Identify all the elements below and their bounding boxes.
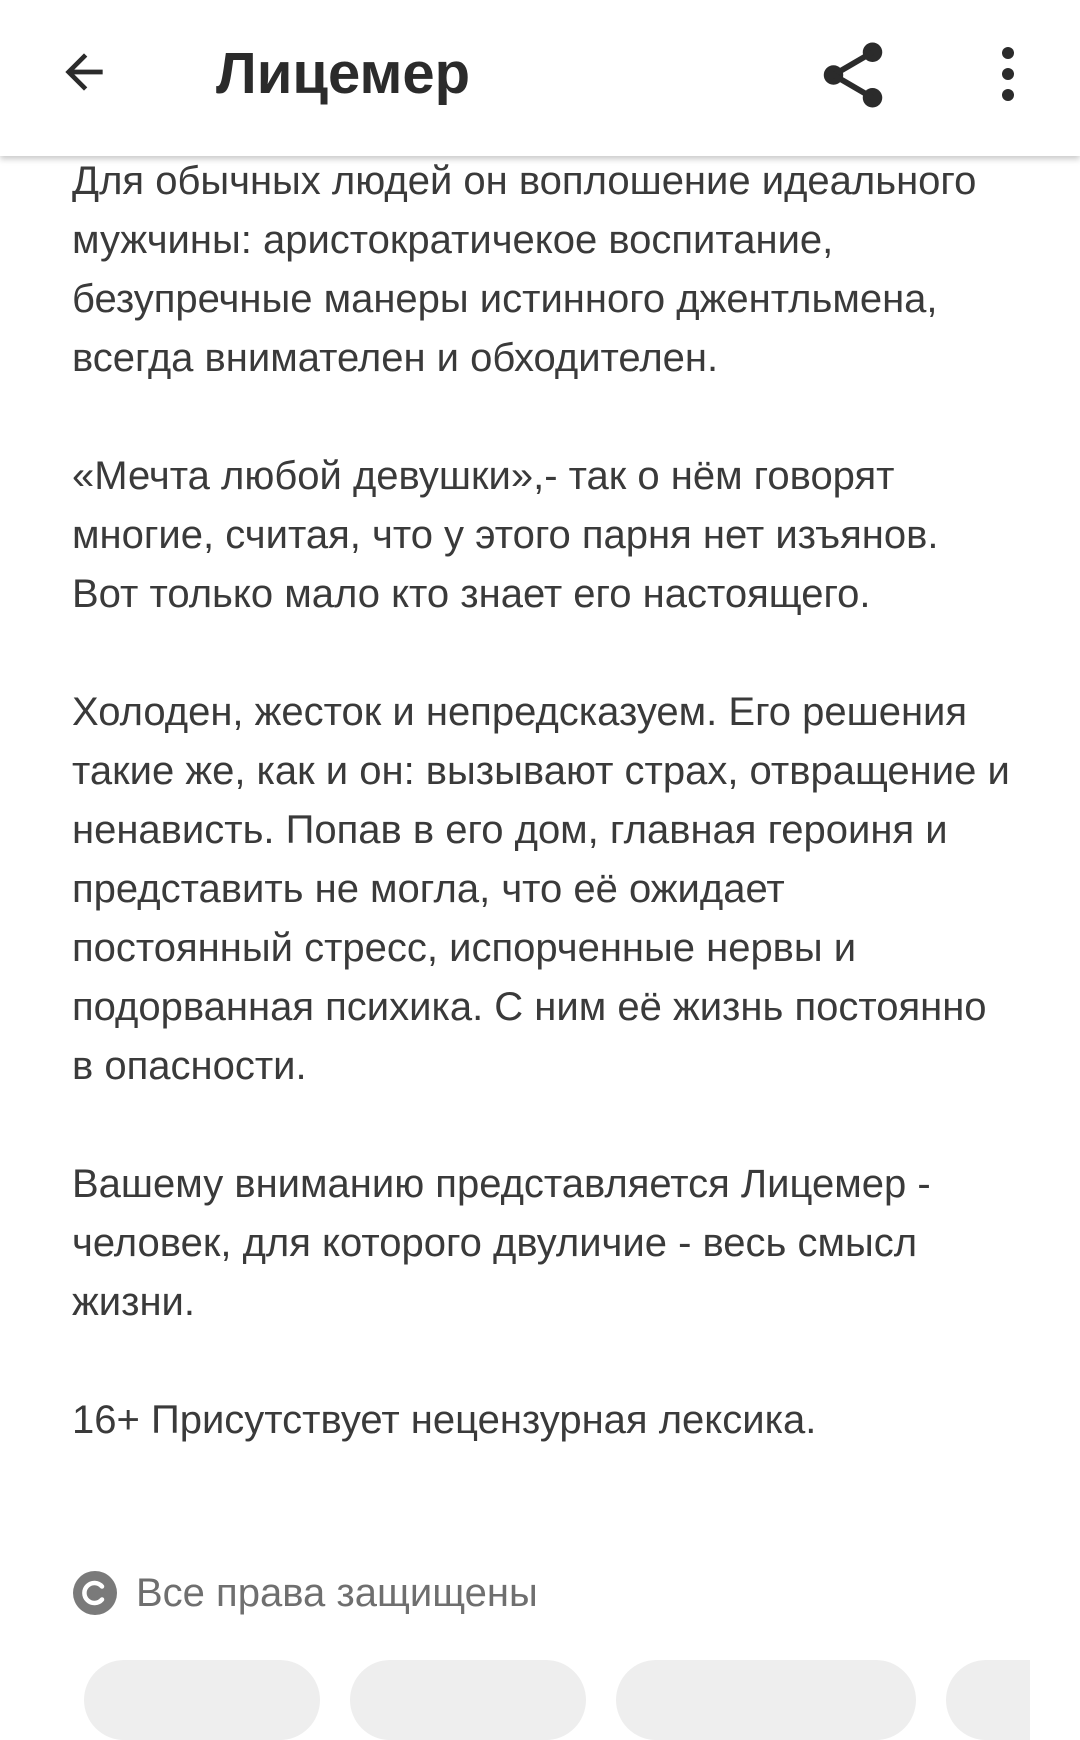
- more-options-button[interactable]: [976, 36, 1040, 112]
- copyright-label: Все права защищены: [136, 1570, 538, 1615]
- page-title: Лицемер: [216, 41, 471, 106]
- book-description: [72, 152, 1012, 1450]
- tag-chip[interactable]: [84, 1660, 320, 1740]
- arrow-back-icon: [56, 44, 112, 100]
- description-paragraph-3: Холоден, жесток и непредсказуем. Его решения такие же, как и он: вызывают страх, отвращение и ненависть. Попав в его дом, главная героиня и представить не могла, что её ожидает постоянный стресс, испорченные нервы и подорванная психика. С ним её жизнь постоянно в опасности.: [72, 690, 1010, 1088]
- description-paragraph-1: Для обычных людей он воплошение идеального мужчины: аристократичекое воспитание, безупречные манеры истинного джентльмена, всегда внимателен и обходителен.: [72, 159, 977, 380]
- share-icon: [814, 36, 892, 114]
- copyright-notice: [72, 1570, 538, 1616]
- description-paragraph-2: «Мечта любой девушки»,- так о нём говорят многие, считая, что у этого парня нет изъянов. Вот только мало кто знает его настоящего.: [72, 454, 939, 616]
- share-button[interactable]: [808, 30, 898, 120]
- copyright-icon: [72, 1570, 118, 1616]
- description-paragraph-4: Вашему вниманию представляется Лицемер - человек, для которого двуличие - весь смысл жизни.: [72, 1162, 931, 1324]
- tag-chip[interactable]: [350, 1660, 586, 1740]
- tag-chip[interactable]: [616, 1660, 916, 1740]
- description-paragraph-5: 16+ Присутствует нецензурная лексика.: [72, 1398, 817, 1442]
- app-bar: [0, 0, 1080, 156]
- tag-chip[interactable]: [946, 1660, 1030, 1740]
- back-button[interactable]: [52, 40, 116, 104]
- genre-tags: [0, 1660, 1030, 1700]
- more-vertical-icon: [998, 44, 1018, 104]
